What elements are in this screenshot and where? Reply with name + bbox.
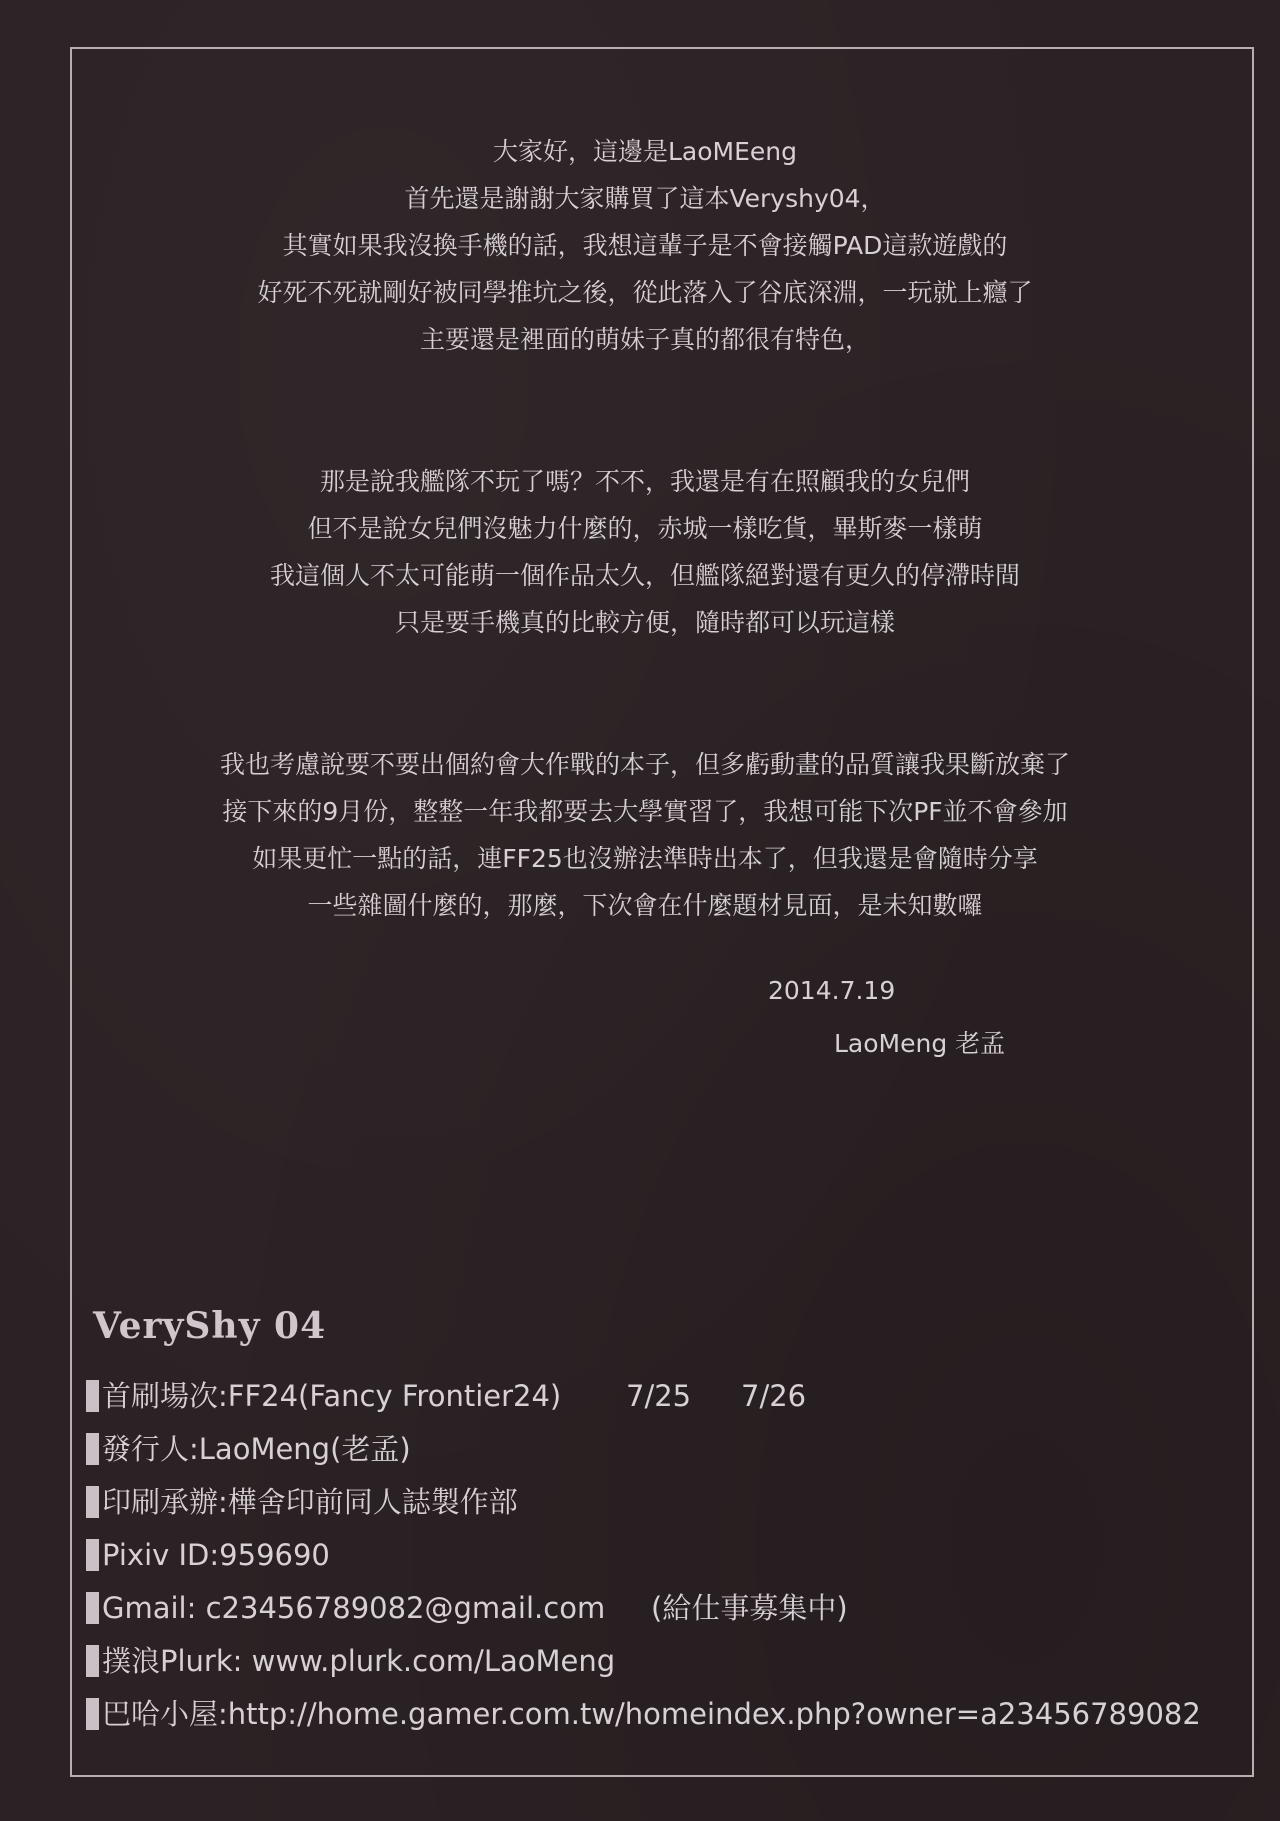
letter-line: 我這個人不太可能萌一個作品太久，但艦隊絕對還有更久的停滯時間: [269, 561, 1020, 590]
letter-line: 如果更忙一點的話，連FF25也沒辦法準時出本了，但我還是會隨時分享: [252, 844, 1038, 873]
letter-line: 那是說我艦隊不玩了嗎？不不，我還是有在照顧我的女兒們: [319, 467, 970, 496]
bahamut-text: 巴哈小屋:http://home.gamer.com.tw/homeindex.php?owner=a23456789082: [102, 1697, 1201, 1731]
event-date-2: 7/26: [741, 1379, 807, 1413]
paragraph-1: [120, 128, 1170, 363]
gmail-note: (給仕事募集中): [651, 1591, 848, 1625]
bullet-bar-icon: [86, 1592, 99, 1624]
bullet-bar-icon: [86, 1486, 99, 1518]
signature-date: 2014.7.19: [768, 976, 896, 1005]
pixiv-text: Pixiv ID:959690: [102, 1538, 330, 1572]
bullet-bar-icon: [86, 1645, 99, 1677]
paragraph-3: [120, 741, 1170, 929]
colophon-row-bahamut: [86, 1688, 1201, 1741]
bullet-bar-icon: [86, 1433, 99, 1465]
signature-author: LaoMeng 老孟: [834, 1029, 1006, 1058]
bullet-bar-icon: [86, 1539, 99, 1571]
colophon-row-event: [86, 1370, 1201, 1423]
event-date-1: 7/25: [626, 1379, 692, 1413]
afterword-letter: [120, 128, 1170, 929]
letter-line: 我也考慮說要不要出個約會大作戰的本子，但多虧動畫的品質讓我果斷放棄了: [219, 750, 1070, 779]
letter-line: 大家好，這邊是LaoMEeng: [492, 137, 797, 166]
publisher-text: 發行人:LaoMeng(老孟): [102, 1432, 411, 1466]
letter-line: 其實如果我沒換手機的話，我想這輩子是不會接觸PAD這款遊戲的: [282, 231, 1008, 260]
colophon-row-printer: [86, 1476, 1201, 1529]
event-text: 首刷場次:FF24(Fancy Frontier24): [102, 1379, 562, 1413]
bullet-bar-icon: [86, 1698, 99, 1730]
letter-line: 只是要手機真的比較方便，隨時都可以玩這樣: [394, 608, 895, 637]
bullet-bar-icon: [86, 1380, 99, 1412]
letter-line: 主要還是裡面的萌妹子真的都很有特色，: [419, 325, 870, 354]
letter-line: 好死不死就剛好被同學推坑之後，從此落入了谷底深淵，一玩就上癮了: [257, 278, 1033, 307]
colophon-row-publisher: [86, 1423, 1201, 1476]
gmail-text: Gmail: c23456789082@gmail.com: [102, 1591, 606, 1625]
letter-line: 首先還是謝謝大家購買了這本Veryshy04，: [404, 184, 886, 213]
colophon-list: [86, 1370, 1201, 1741]
printer-text: 印刷承辦:樺舍印前同人誌製作部: [102, 1485, 518, 1519]
colophon-row-pixiv: [86, 1529, 1201, 1582]
colophon-row-gmail: [86, 1582, 1201, 1635]
letter-line: 但不是說女兒們沒魅力什麼的，赤城一樣吃貨，畢斯麥一樣萌: [307, 514, 983, 543]
paragraph-2: [120, 458, 1170, 646]
colophon-row-plurk: [86, 1635, 1201, 1688]
letter-line: 接下來的9月份，整整一年我都要去大學實習了，我想可能下次PF並不會參加: [222, 797, 1068, 826]
plurk-text: 撲浪Plurk: www.plurk.com/LaoMeng: [102, 1644, 616, 1678]
colophon-title: VeryShy 04: [93, 1305, 327, 1347]
letter-line: 一些雜圖什麼的，那麼，下次會在什麼題材見面，是未知數囉: [307, 891, 983, 920]
